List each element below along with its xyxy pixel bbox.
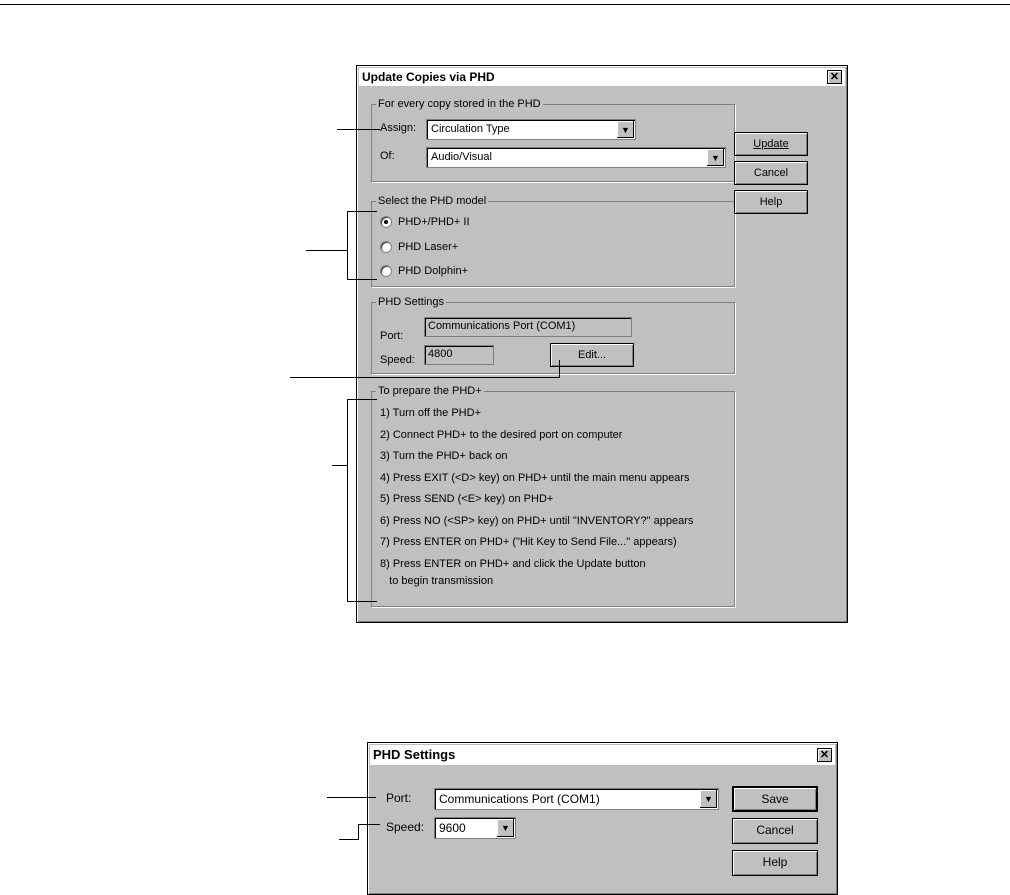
callout-line-speed-vertical bbox=[358, 824, 359, 840]
assign-label: Assign: bbox=[380, 122, 417, 134]
port-value: Communications Port (COM1) bbox=[439, 792, 600, 806]
callout-line-speed-top bbox=[358, 824, 380, 825]
close-icon[interactable]: ✕ bbox=[827, 70, 842, 84]
callout-line-port bbox=[327, 797, 376, 798]
help-button[interactable]: Help bbox=[732, 850, 818, 876]
help-button[interactable]: Help bbox=[734, 190, 808, 214]
instruction-step: 6) Press NO (<SP> key) on PHD+ until "INVENTORY?" appears bbox=[380, 515, 694, 527]
title-bar[interactable] bbox=[359, 68, 845, 86]
callout-bracket-prepare bbox=[347, 399, 348, 602]
cancel-button[interactable]: Cancel bbox=[732, 818, 818, 844]
speed-select[interactable] bbox=[434, 817, 516, 839]
radio-phd-laser[interactable] bbox=[380, 241, 392, 253]
instruction-step: 1) Turn off the PHD+ bbox=[380, 407, 481, 419]
phd-settings-group bbox=[371, 296, 735, 374]
speed-value: 4800 bbox=[428, 348, 453, 360]
callout-bracket-model-bottom bbox=[347, 279, 377, 280]
update-copies-dialog bbox=[356, 65, 848, 623]
title-bar[interactable] bbox=[370, 745, 835, 765]
instruction-step: 5) Press SEND (<E> key) on PHD+ bbox=[380, 493, 554, 505]
update-button[interactable]: Update bbox=[734, 132, 808, 156]
port-select[interactable] bbox=[434, 788, 719, 810]
assign-value: Circulation Type bbox=[431, 123, 510, 135]
instruction-step: 8) Press ENTER on PHD+ and click the Update button bbox=[380, 558, 646, 570]
phd-model-group bbox=[371, 195, 735, 287]
of-label: Of: bbox=[380, 150, 395, 162]
chevron-down-icon[interactable]: ▼ bbox=[706, 149, 724, 166]
edit-button[interactable]: Edit... bbox=[550, 343, 634, 367]
callout-bracket-model bbox=[347, 211, 348, 280]
callout-bracket-prepare-top bbox=[347, 399, 377, 400]
speed-label: Speed: bbox=[380, 354, 415, 366]
radio-phd-dolphin[interactable] bbox=[380, 265, 392, 277]
group-legend: To prepare the PHD+ bbox=[378, 385, 482, 397]
dialog-title: Update Copies via PHD bbox=[362, 70, 495, 84]
instruction-step: 3) Turn the PHD+ back on bbox=[380, 450, 508, 462]
radio-label: PHD Laser+ bbox=[398, 241, 459, 253]
save-button[interactable]: Save bbox=[732, 786, 818, 812]
radio-label: PHD+/PHD+ II bbox=[398, 216, 470, 228]
instruction-step: 2) Connect PHD+ to the desired port on computer bbox=[380, 429, 623, 441]
chevron-down-icon[interactable]: ▼ bbox=[616, 121, 634, 138]
port-value: Communications Port (COM1) bbox=[428, 320, 576, 332]
chevron-down-icon[interactable]: ▼ bbox=[496, 819, 514, 837]
callout-line-edit-tick bbox=[559, 360, 560, 378]
phd-settings-dialog bbox=[367, 742, 838, 895]
callout-bracket-prepare-bottom bbox=[347, 601, 377, 602]
speed-value: 9600 bbox=[439, 821, 466, 835]
copy-assign-group bbox=[371, 98, 735, 182]
chevron-down-icon[interactable]: ▼ bbox=[699, 790, 717, 808]
speed-readonly-field bbox=[424, 345, 494, 365]
cancel-button[interactable]: Cancel bbox=[734, 161, 808, 185]
port-readonly-field bbox=[424, 317, 632, 337]
close-icon[interactable]: ✕ bbox=[817, 748, 832, 762]
radio-phd-plus[interactable] bbox=[380, 216, 392, 228]
radio-label: PHD Dolphin+ bbox=[398, 265, 469, 277]
of-value: Audio/Visual bbox=[431, 151, 492, 163]
callout-line-edit bbox=[290, 377, 560, 378]
group-legend: Select the PHD model bbox=[378, 195, 487, 207]
prepare-instructions-group bbox=[371, 385, 735, 607]
page-top-rule bbox=[0, 4, 1010, 5]
callout-line-speed bbox=[339, 839, 359, 840]
callout-bracket-model-top bbox=[347, 211, 377, 212]
group-legend: PHD Settings bbox=[378, 296, 445, 308]
instruction-step: 7) Press ENTER on PHD+ ("Hit Key to Send File..." appears) bbox=[380, 536, 677, 548]
callout-line-prepare bbox=[332, 465, 348, 466]
port-label: Port: bbox=[386, 791, 412, 805]
callout-line-assign bbox=[337, 129, 380, 130]
speed-label: Speed: bbox=[386, 820, 425, 834]
assign-select[interactable] bbox=[426, 119, 636, 140]
dialog-title: PHD Settings bbox=[373, 747, 456, 762]
of-select[interactable] bbox=[426, 147, 726, 168]
port-label: Port: bbox=[380, 330, 404, 342]
group-legend: For every copy stored in the PHD bbox=[378, 98, 541, 110]
instruction-step: to begin transmission bbox=[380, 575, 494, 587]
instruction-step: 4) Press EXIT (<D> key) on PHD+ until the main menu appears bbox=[380, 472, 690, 484]
callout-line-model bbox=[306, 250, 348, 251]
